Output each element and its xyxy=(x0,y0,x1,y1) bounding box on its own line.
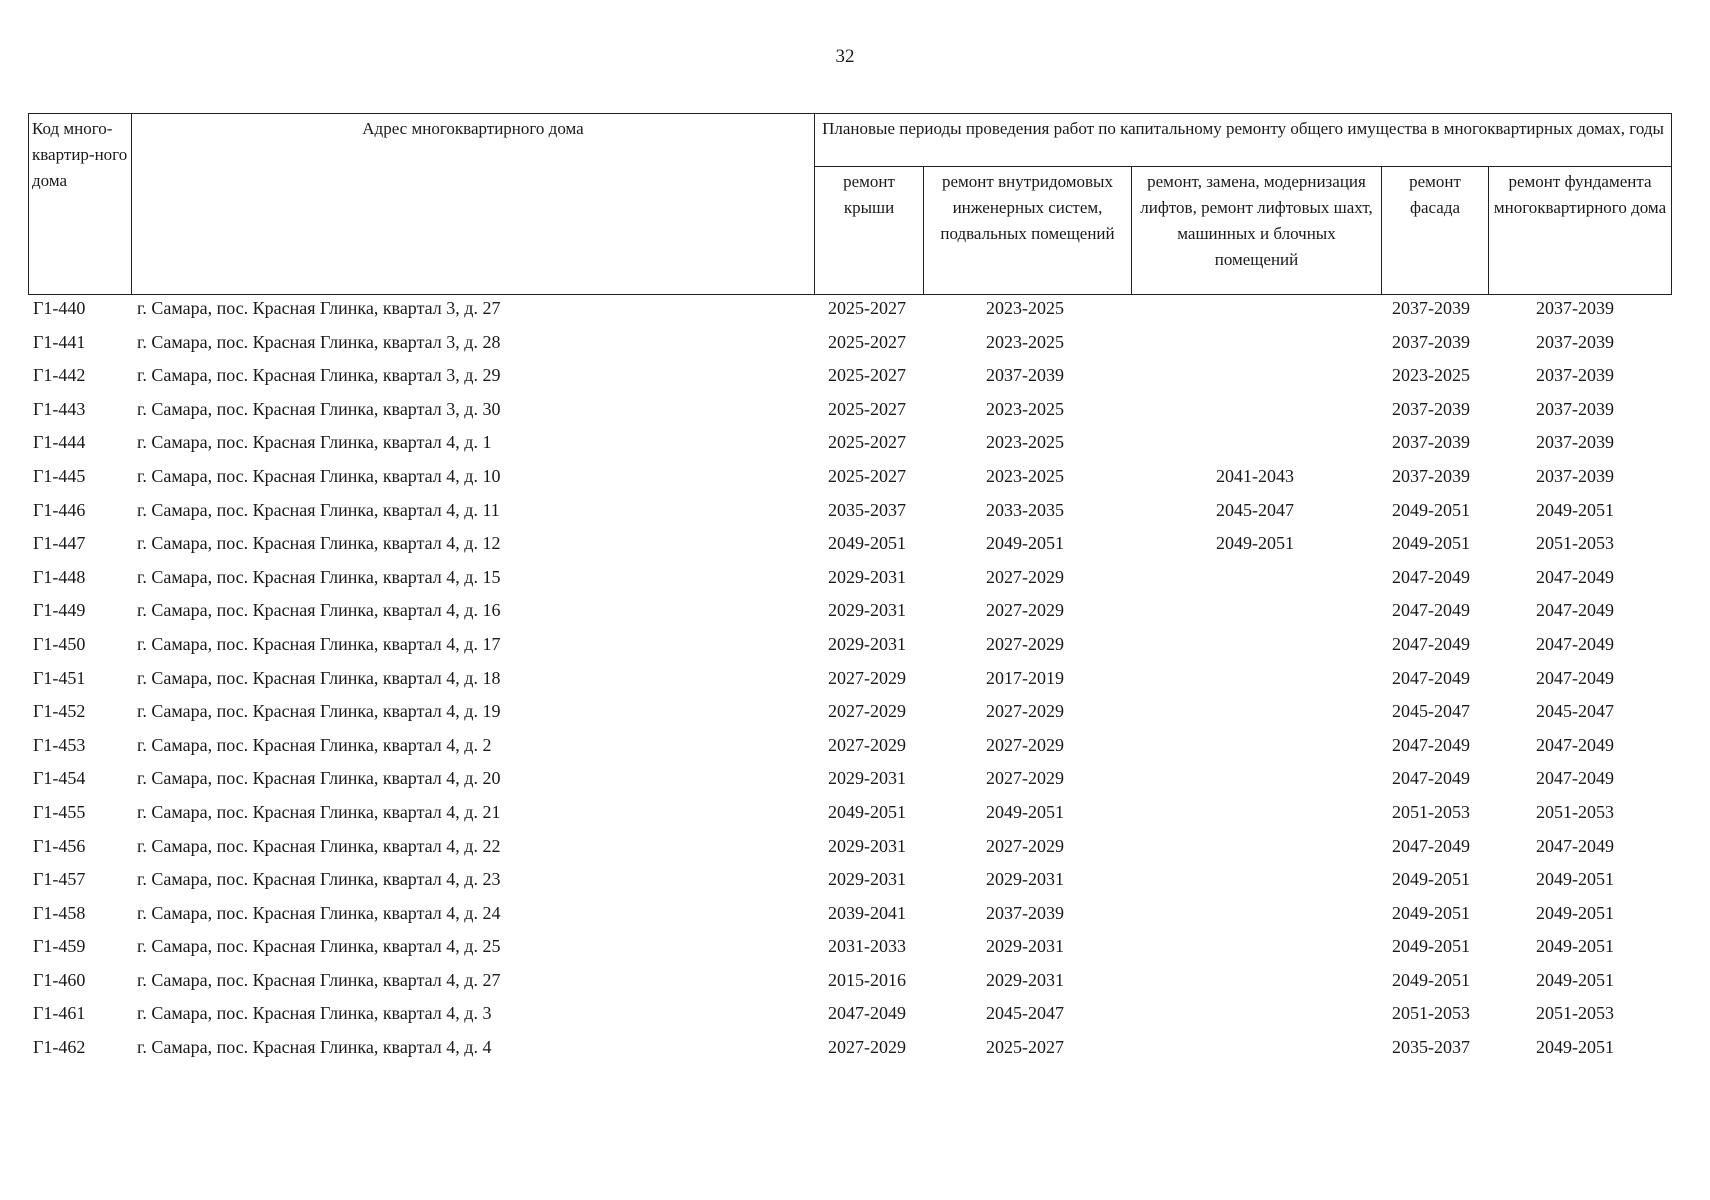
cell-code: Г1-453 xyxy=(33,734,86,755)
cell-roof: 2029-2031 xyxy=(828,869,906,890)
cell-facade: 2047-2049 xyxy=(1392,566,1470,587)
cell-facade: 2037-2039 xyxy=(1392,465,1470,486)
header-code: Код много-квартир-ного дома xyxy=(29,114,132,295)
cell-roof: 2027-2029 xyxy=(828,734,906,755)
cell-engineering: 2023-2025 xyxy=(986,398,1064,419)
table-row xyxy=(0,363,1710,397)
cell-elevators: 2049-2051 xyxy=(1216,533,1294,554)
cell-address: г. Самара, пос. Красная Глинка, квартал 4, д. 17 xyxy=(137,633,501,654)
cell-engineering: 2029-2031 xyxy=(986,936,1064,957)
cell-facade: 2047-2049 xyxy=(1392,667,1470,688)
cell-facade: 2023-2025 xyxy=(1392,365,1470,386)
cell-engineering: 2027-2029 xyxy=(986,600,1064,621)
table-row xyxy=(0,699,1710,733)
cell-facade: 2037-2039 xyxy=(1392,331,1470,352)
cell-foundation: 2047-2049 xyxy=(1536,835,1614,856)
cell-code: Г1-445 xyxy=(33,465,86,486)
cell-foundation: 2037-2039 xyxy=(1536,432,1614,453)
cell-facade: 2049-2051 xyxy=(1392,533,1470,554)
header-address: Адрес многоквартирного дома xyxy=(132,114,815,295)
cell-facade: 2047-2049 xyxy=(1392,768,1470,789)
table-row xyxy=(0,666,1710,700)
cell-foundation: 2049-2051 xyxy=(1536,902,1614,923)
cell-foundation: 2037-2039 xyxy=(1536,398,1614,419)
table-row xyxy=(0,834,1710,868)
cell-address: г. Самара, пос. Красная Глинка, квартал 4, д. 10 xyxy=(137,465,501,486)
header-elevators: ремонт, замена, модернизация лифтов, ремонт лифтовых шахт, машинных и блочных помещений xyxy=(1132,167,1382,295)
cell-engineering: 2023-2025 xyxy=(986,298,1064,318)
cell-elevators: 2041-2043 xyxy=(1216,465,1294,486)
cell-foundation: 2045-2047 xyxy=(1536,701,1614,722)
cell-facade: 2047-2049 xyxy=(1392,600,1470,621)
table-row xyxy=(0,766,1710,800)
cell-roof: 2025-2027 xyxy=(828,365,906,386)
table-row xyxy=(0,498,1710,532)
cell-address: г. Самара, пос. Красная Глинка, квартал 3, д. 28 xyxy=(137,331,501,352)
cell-address: г. Самара, пос. Красная Глинка, квартал 4, д. 15 xyxy=(137,566,501,587)
cell-engineering: 2025-2027 xyxy=(986,1037,1064,1058)
cell-address: г. Самара, пос. Красная Глинка, квартал 4, д. 27 xyxy=(137,969,501,990)
cell-roof: 2029-2031 xyxy=(828,566,906,587)
cell-code: Г1-442 xyxy=(33,365,86,386)
cell-roof: 2025-2027 xyxy=(828,298,906,318)
cell-facade: 2049-2051 xyxy=(1392,969,1470,990)
cell-foundation: 2047-2049 xyxy=(1536,768,1614,789)
cell-address: г. Самара, пос. Красная Глинка, квартал 4, д. 24 xyxy=(137,902,501,923)
cell-code: Г1-458 xyxy=(33,902,86,923)
cell-foundation: 2047-2049 xyxy=(1536,633,1614,654)
cell-address: г. Самара, пос. Красная Глинка, квартал 3, д. 29 xyxy=(137,365,501,386)
cell-code: Г1-441 xyxy=(33,331,86,352)
header-roof: ремонт крыши xyxy=(815,167,924,295)
cell-address: г. Самара, пос. Красная Глинка, квартал 4, д. 16 xyxy=(137,600,501,621)
cell-address: г. Самара, пос. Красная Глинка, квартал 4, д. 11 xyxy=(137,499,500,520)
cell-code: Г1-461 xyxy=(33,1003,86,1024)
cell-code: Г1-457 xyxy=(33,869,86,890)
cell-engineering: 2045-2047 xyxy=(986,1003,1064,1024)
table-row xyxy=(0,934,1710,968)
cell-engineering: 2037-2039 xyxy=(986,902,1064,923)
cell-address: г. Самара, пос. Красная Глинка, квартал 4, д. 12 xyxy=(137,533,501,554)
cell-facade: 2045-2047 xyxy=(1392,701,1470,722)
cell-code: Г1-459 xyxy=(33,936,86,957)
cell-roof: 2029-2031 xyxy=(828,768,906,789)
cell-facade: 2049-2051 xyxy=(1392,869,1470,890)
cell-foundation: 2047-2049 xyxy=(1536,667,1614,688)
cell-code: Г1-446 xyxy=(33,499,86,520)
cell-engineering: 2027-2029 xyxy=(986,701,1064,722)
cell-foundation: 2049-2051 xyxy=(1536,869,1614,890)
cell-elevators: 2045-2047 xyxy=(1216,499,1294,520)
table-row xyxy=(0,430,1710,464)
cell-address: г. Самара, пос. Красная Глинка, квартал 4, д. 3 xyxy=(137,1003,492,1024)
cell-engineering: 2029-2031 xyxy=(986,969,1064,990)
cell-facade: 2051-2053 xyxy=(1392,801,1470,822)
cell-foundation: 2047-2049 xyxy=(1536,600,1614,621)
cell-address: г. Самара, пос. Красная Глинка, квартал 4, д. 21 xyxy=(137,801,501,822)
cell-foundation: 2051-2053 xyxy=(1536,1003,1614,1024)
cell-foundation: 2037-2039 xyxy=(1536,365,1614,386)
header-facade: ремонт фасада xyxy=(1382,167,1489,295)
cell-engineering: 2049-2051 xyxy=(986,533,1064,554)
cell-address: г. Самара, пос. Красная Глинка, квартал 4, д. 1 xyxy=(137,432,492,453)
cell-facade: 2037-2039 xyxy=(1392,298,1470,318)
cell-code: Г1-450 xyxy=(33,633,86,654)
cell-code: Г1-462 xyxy=(33,1037,86,1058)
cell-roof: 2035-2037 xyxy=(828,499,906,520)
cell-roof: 2025-2027 xyxy=(828,465,906,486)
cell-foundation: 2049-2051 xyxy=(1536,499,1614,520)
cell-code: Г1-452 xyxy=(33,701,86,722)
cell-foundation: 2047-2049 xyxy=(1536,566,1614,587)
cell-address: г. Самара, пос. Красная Глинка, квартал 4, д. 19 xyxy=(137,701,501,722)
cell-engineering: 2037-2039 xyxy=(986,365,1064,386)
cell-code: Г1-447 xyxy=(33,533,86,554)
cell-roof: 2027-2029 xyxy=(828,701,906,722)
table-row xyxy=(0,565,1710,599)
cell-roof: 2015-2016 xyxy=(828,969,906,990)
cell-roof: 2029-2031 xyxy=(828,633,906,654)
table-row xyxy=(0,901,1710,935)
cell-engineering: 2023-2025 xyxy=(986,331,1064,352)
cell-code: Г1-454 xyxy=(33,768,86,789)
header-periods: Плановые периоды проведения работ по капитальному ремонту общего имущества в многоквартирных домах, годы xyxy=(815,114,1672,167)
cell-engineering: 2033-2035 xyxy=(986,499,1064,520)
cell-address: г. Самара, пос. Красная Глинка, квартал 3, д. 27 xyxy=(137,298,501,318)
table-body xyxy=(0,296,1710,1069)
cell-facade: 2037-2039 xyxy=(1392,398,1470,419)
table-row xyxy=(0,464,1710,498)
cell-facade: 2049-2051 xyxy=(1392,499,1470,520)
table-row xyxy=(0,968,1710,1002)
table-row xyxy=(0,598,1710,632)
cell-code: Г1-440 xyxy=(33,298,86,318)
cell-address: г. Самара, пос. Красная Глинка, квартал 3, д. 30 xyxy=(137,398,501,419)
cell-address: г. Самара, пос. Красная Глинка, квартал 4, д. 23 xyxy=(137,869,501,890)
cell-facade: 2051-2053 xyxy=(1392,1003,1470,1024)
cell-roof: 2025-2027 xyxy=(828,398,906,419)
cell-foundation: 2049-2051 xyxy=(1536,1037,1614,1058)
cell-roof: 2039-2041 xyxy=(828,902,906,923)
cell-engineering: 2049-2051 xyxy=(986,801,1064,822)
cell-engineering: 2027-2029 xyxy=(986,566,1064,587)
cell-roof: 2029-2031 xyxy=(828,600,906,621)
cell-code: Г1-448 xyxy=(33,566,86,587)
cell-foundation: 2037-2039 xyxy=(1536,298,1614,318)
cell-foundation: 2037-2039 xyxy=(1536,331,1614,352)
cell-roof: 2049-2051 xyxy=(828,801,906,822)
cell-engineering: 2023-2025 xyxy=(986,465,1064,486)
table-row xyxy=(0,531,1710,565)
cell-address: г. Самара, пос. Красная Глинка, квартал 4, д. 20 xyxy=(137,768,501,789)
cell-engineering: 2023-2025 xyxy=(986,432,1064,453)
cell-foundation: 2049-2051 xyxy=(1536,969,1614,990)
cell-foundation: 2051-2053 xyxy=(1536,533,1614,554)
header-engineering: ремонт внутридомовых инженерных систем, подвальных помещений xyxy=(924,167,1132,295)
cell-address: г. Самара, пос. Красная Глинка, квартал 4, д. 25 xyxy=(137,936,501,957)
cell-code: Г1-451 xyxy=(33,667,86,688)
table-row xyxy=(0,800,1710,834)
cell-roof: 2025-2027 xyxy=(828,331,906,352)
cell-engineering: 2017-2019 xyxy=(986,667,1064,688)
cell-facade: 2035-2037 xyxy=(1392,1037,1470,1058)
cell-engineering: 2027-2029 xyxy=(986,734,1064,755)
cell-roof: 2047-2049 xyxy=(828,1003,906,1024)
table-row xyxy=(0,867,1710,901)
header-foundation: ремонт фундамента многоквартирного дома xyxy=(1489,167,1672,295)
cell-engineering: 2027-2029 xyxy=(986,835,1064,856)
cell-roof: 2049-2051 xyxy=(828,533,906,554)
page-number: 32 xyxy=(835,46,855,67)
cell-foundation: 2049-2051 xyxy=(1536,936,1614,957)
cell-address: г. Самара, пос. Красная Глинка, квартал 4, д. 2 xyxy=(137,734,492,755)
cell-code: Г1-444 xyxy=(33,432,86,453)
cell-code: Г1-443 xyxy=(33,398,86,419)
cell-roof: 2027-2029 xyxy=(828,1037,906,1058)
cell-facade: 2047-2049 xyxy=(1392,734,1470,755)
cell-roof: 2027-2029 xyxy=(828,667,906,688)
cell-engineering: 2027-2029 xyxy=(986,768,1064,789)
cell-foundation: 2047-2049 xyxy=(1536,734,1614,755)
cell-address: г. Самара, пос. Красная Глинка, квартал 4, д. 22 xyxy=(137,835,501,856)
table-header xyxy=(28,113,1672,295)
cell-code: Г1-460 xyxy=(33,969,86,990)
table-row xyxy=(0,733,1710,767)
cell-code: Г1-456 xyxy=(33,835,86,856)
cell-facade: 2037-2039 xyxy=(1392,432,1470,453)
cell-address: г. Самара, пос. Красная Глинка, квартал 4, д. 4 xyxy=(137,1037,492,1058)
cell-foundation: 2037-2039 xyxy=(1536,465,1614,486)
table-row xyxy=(0,330,1710,364)
table-row xyxy=(0,1035,1710,1069)
cell-code: Г1-455 xyxy=(33,801,86,822)
table-row xyxy=(0,296,1710,330)
cell-engineering: 2029-2031 xyxy=(986,869,1064,890)
cell-roof: 2029-2031 xyxy=(828,835,906,856)
table-row xyxy=(0,632,1710,666)
cell-code: Г1-449 xyxy=(33,600,86,621)
cell-roof: 2031-2033 xyxy=(828,936,906,957)
table-row xyxy=(0,397,1710,431)
cell-roof: 2025-2027 xyxy=(828,432,906,453)
cell-facade: 2049-2051 xyxy=(1392,936,1470,957)
cell-facade: 2049-2051 xyxy=(1392,902,1470,923)
cell-facade: 2047-2049 xyxy=(1392,835,1470,856)
cell-engineering: 2027-2029 xyxy=(986,633,1064,654)
cell-address: г. Самара, пос. Красная Глинка, квартал 4, д. 18 xyxy=(137,667,501,688)
cell-foundation: 2051-2053 xyxy=(1536,801,1614,822)
table-row xyxy=(0,1001,1710,1035)
cell-facade: 2047-2049 xyxy=(1392,633,1470,654)
